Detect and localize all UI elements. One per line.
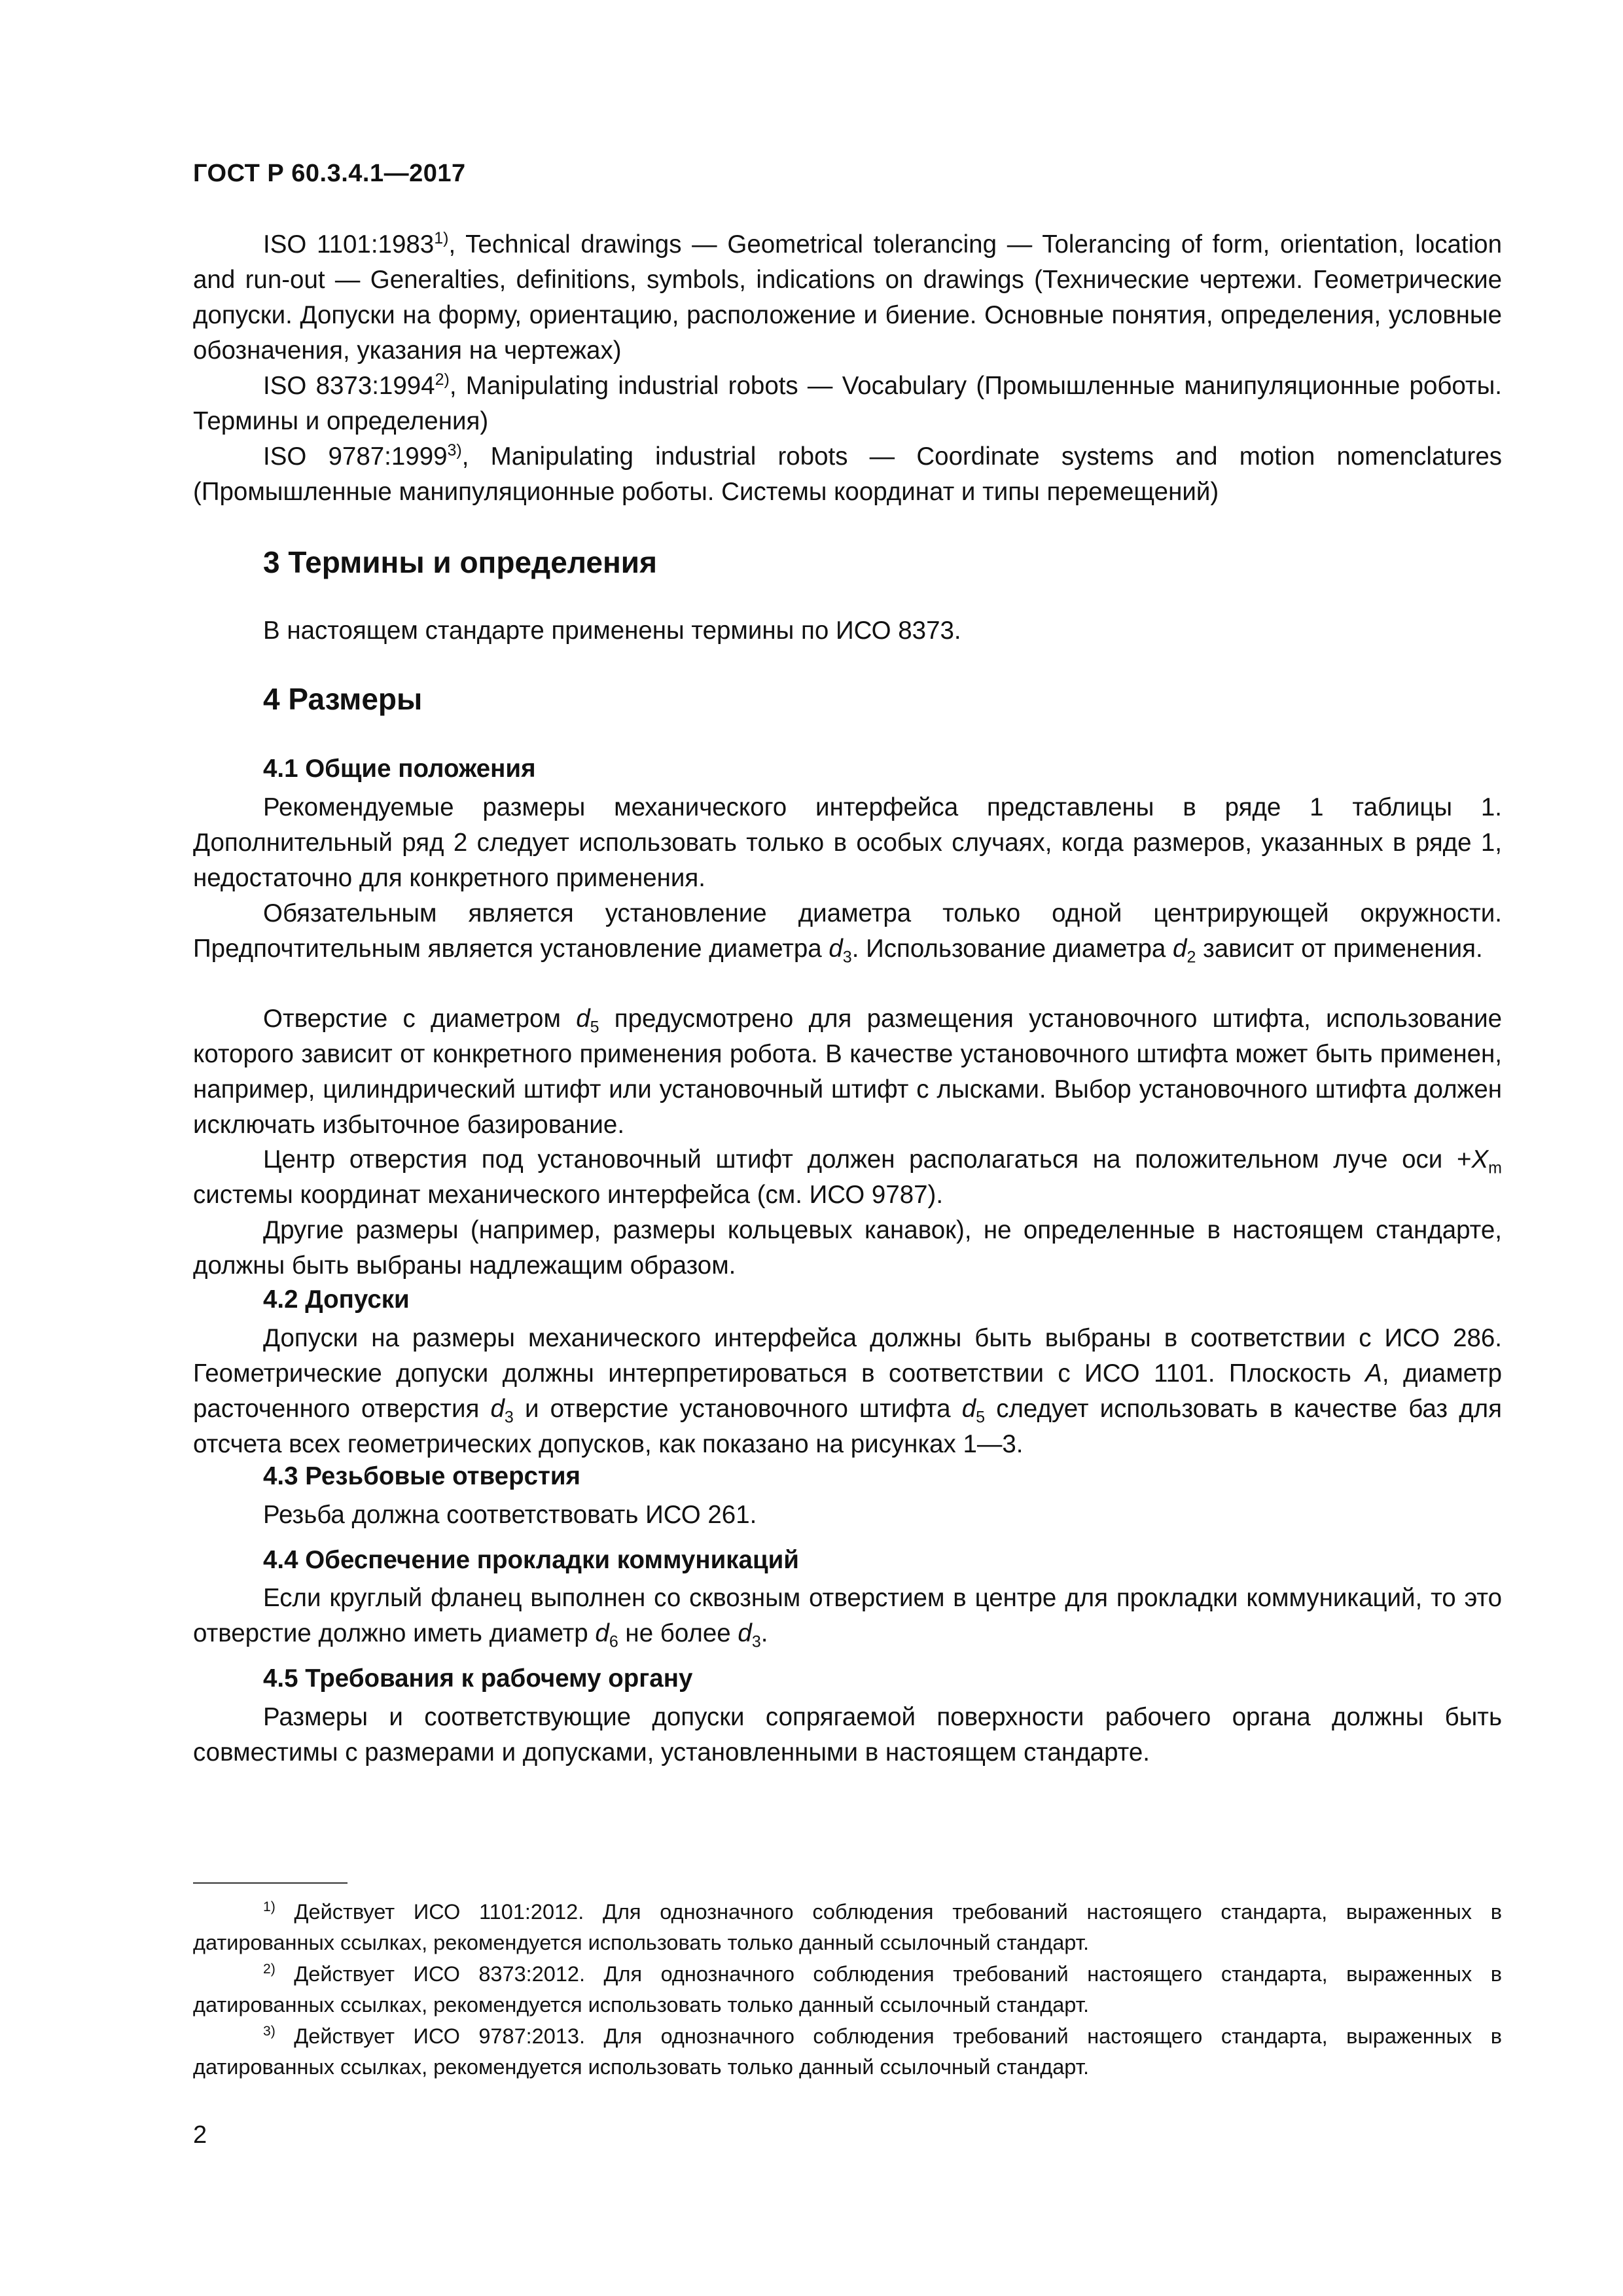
reference-code: ISO 9787:1999: [263, 442, 448, 471]
subsection-4-3-title: 4.3 Резьбовые отверстия: [263, 1462, 581, 1490]
footnote-2: $^{2)}$ Действует ИСО 8373:2012. Для однозначного соблюдения требований настоящего стандарта, выраженных в датированных ссылках, рекомендуется использовать только данный ссылочный стандарт.: [193, 1962, 1502, 2017]
subsection-4-3-text: Резьба должна соответствовать ИСО 261.: [263, 1501, 757, 1529]
subsection-4-1-paragraph-4: Центр отверстия под установочный штифт должен располагаться на положительном луче оси $+X_m$ системы координат механического интерфейса (см. ИСО 9787).: [193, 1145, 1502, 1209]
subsection-4-1-paragraph-1: Рекомендуемые размеры механического интерфейса представлены в ряде 1 таблицы 1. Дополнительный ряд 2 следует использовать только в особых случаях, когда размеров, указанных в ряде 1, недостаточно для конкретного применения.: [193, 793, 1502, 892]
subsection-4-2-title: 4.2 Допуски: [263, 1285, 410, 1314]
section-3-text: В настоящем стандарте применены термины по ИСО 8373.: [263, 617, 961, 645]
subsection-4-4-paragraph: Если круглый фланец выполнен со сквозным отверстием в центре для прокладки коммуникаций, то это отверстие должно иметь диаметр $d_6$ не более $d_3$.: [193, 1584, 1502, 1651]
section-4-title: 4 Размеры: [263, 682, 423, 716]
subsection-4-1-title: 4.1 Общие положения: [263, 755, 536, 783]
subsection-4-5-title: 4.5 Требования к рабочему органу: [263, 1664, 693, 1693]
reference-iso-1101: [193, 227, 1502, 368]
reference-iso-9787: [193, 439, 1502, 510]
reference-text: , Manipulating industrial robots — Coordinate systems and motion nomenclatures (Промышленные манипуляционные роботы. Системы координат и типы перемещений): [193, 442, 1502, 506]
reference-iso-8373: [193, 368, 1502, 439]
subsection-4-2-paragraph: Допуски на размеры механического интерфейса должны быть выбраны в соответствии с ИСО 286. Геометрические допуски должны интерпретироваться в соответствии с ИСО 1101. Плоскость A, диаметр расточенного отверстия $d_3$ и отверстие установочного штифта $d_5$ следует использовать в качестве баз для отсчета всех геометрических допусков, как показано на рисунках 1—3.: [193, 1324, 1502, 1458]
reference-code: ISO 1101:1983: [263, 230, 435, 259]
footnote-ref: 3): [447, 441, 462, 460]
subsection-4-1-paragraph-5: Другие размеры (например, размеры кольцевых канавок), не определенные в настоящем стандарте, должны быть выбраны надлежащим образом.: [193, 1216, 1502, 1280]
reference-text: , Manipulating industrial robots — Vocabulary (Промышленные манипуляционные роботы. Термины и определения): [193, 372, 1503, 435]
page-number: 2: [193, 2121, 207, 2149]
document-code-header: ГОСТ Р 60.3.4.1—2017: [193, 160, 466, 187]
subsection-4-1-paragraph-3: Отверстие с диаметром $d_5$ предусмотрено для размещения установочного штифта, использование которого зависит от конкретного применения робота. В качестве установочного штифта может быть применен, например, цилиндрический штифт или установочный штифт с лысками. Выбор установочного штифта должен исключать избыточное базирование.: [193, 1005, 1502, 1139]
subsection-4-4-title: 4.4 Обеспечение прокладки коммуникаций: [263, 1546, 799, 1574]
footnote-3: $^{3)}$ Действует ИСО 9787:2013. Для однозначного соблюдения требований настоящего стандарта, выраженных в датированных ссылках, рекомендуется использовать только данный ссылочный стандарт.: [193, 2024, 1502, 2079]
section-3-title: 3 Термины и определения: [263, 545, 657, 579]
footnote-ref: 1): [434, 229, 449, 248]
reference-text: , Technical drawings — Geometrical tolerancing — Tolerancing of form, orientation, location and run-out — Generalties, definitions, symbols, indications on drawings (Технические чертежи. Геометрические допуски. Допуски на форму, ориентацию, расположение и биение. Основные понятия, определения, условные обозначения, указания на чертежах): [193, 230, 1503, 365]
footnote-divider: [193, 1882, 348, 1884]
reference-code: ISO 8373:1994: [263, 372, 435, 400]
footnote-ref: 2): [435, 370, 450, 389]
footnote-1: $^{1)}$ Действует ИСО 1101:2012. Для однозначного соблюдения требований настоящего стандарта, выраженных в датированных ссылках, рекомендуется использовать только данный ссылочный стандарт.: [193, 1899, 1502, 1954]
subsection-4-5-paragraph: Размеры и соответствующие допуски сопрягаемой поверхности рабочего органа должны быть совместимы с размерами и допусками, установленными в настоящем стандарте.: [193, 1703, 1502, 1767]
subsection-4-1-paragraph-2: Обязательным является установление диаметра только одной центрирующей окружности. Предпочтительным является установление диаметра $d_3$. Использование диаметра $d_2$ зависит от применения.: [193, 899, 1502, 967]
